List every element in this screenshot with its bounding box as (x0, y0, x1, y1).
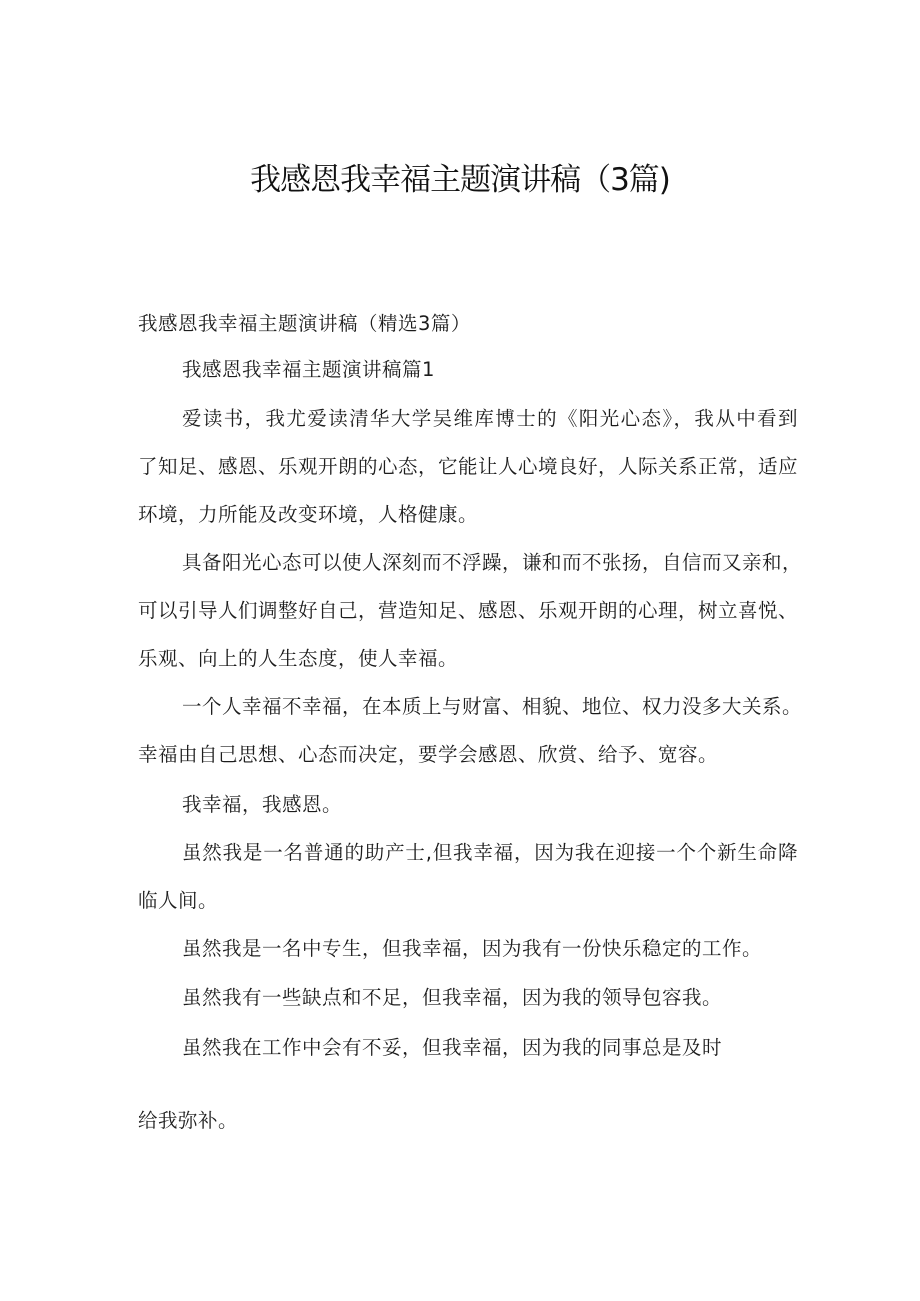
paragraph-line: 了知足、感恩、乐观开朗的心态，它能让人心境良好，人际关系正常，适应 (138, 455, 799, 478)
paragraph-line: 一个人幸福不幸福，在本质上与财富、相貌、地位、权力没多大关系。 (182, 695, 803, 718)
paragraph-line: 具备阳光心态可以使人深刻而不浮躁，谦和而不张扬，自信而又亲和， (182, 551, 803, 574)
paragraph-line: 乐观、向上的人生态度，使人幸福。 (138, 647, 459, 670)
paragraph-line: 虽然我是一名中专生，但我幸福，因为我有一份快乐稳定的工作。 (182, 937, 763, 960)
paragraph-line: 环境，力所能及改变环境，人格健康。 (138, 503, 479, 526)
paragraph-line: 我幸福，我感恩。 (182, 793, 343, 816)
section-heading: 我感恩我幸福主题演讲稿篇1 (182, 358, 435, 381)
paragraph-line: 幸福由自己思想、心态而决定，要学会感恩、欣赏、给予、宽容。 (138, 743, 719, 766)
paragraph-line: 虽然我有一些缺点和不足，但我幸福，因为我的领导包容我。 (182, 986, 723, 1009)
document-subtitle: 我感恩我幸福主题演讲稿（精选3篇） (138, 312, 471, 335)
paragraph-line: 虽然我是一名普通的助产士,但我幸福，因为我在迎接一个个新生命降 (182, 841, 798, 864)
paragraph-line: 可以引导人们调整好自己，营造知足、感恩、乐观开朗的心理，树立喜悦、 (138, 599, 799, 622)
document-title: 我感恩我幸福主题演讲稿（3篇) (250, 162, 670, 198)
paragraph-line: 临人间。 (138, 889, 219, 912)
paragraph-line: 爱读书，我尤爱读清华大学吴维库博士的《阳光心态》，我从中看到 (182, 407, 798, 430)
paragraph-line: 虽然我在工作中会有不妥，但我幸福，因为我的同事总是及时 (182, 1036, 723, 1059)
paragraph-line: 给我弥补。 (138, 1109, 239, 1132)
